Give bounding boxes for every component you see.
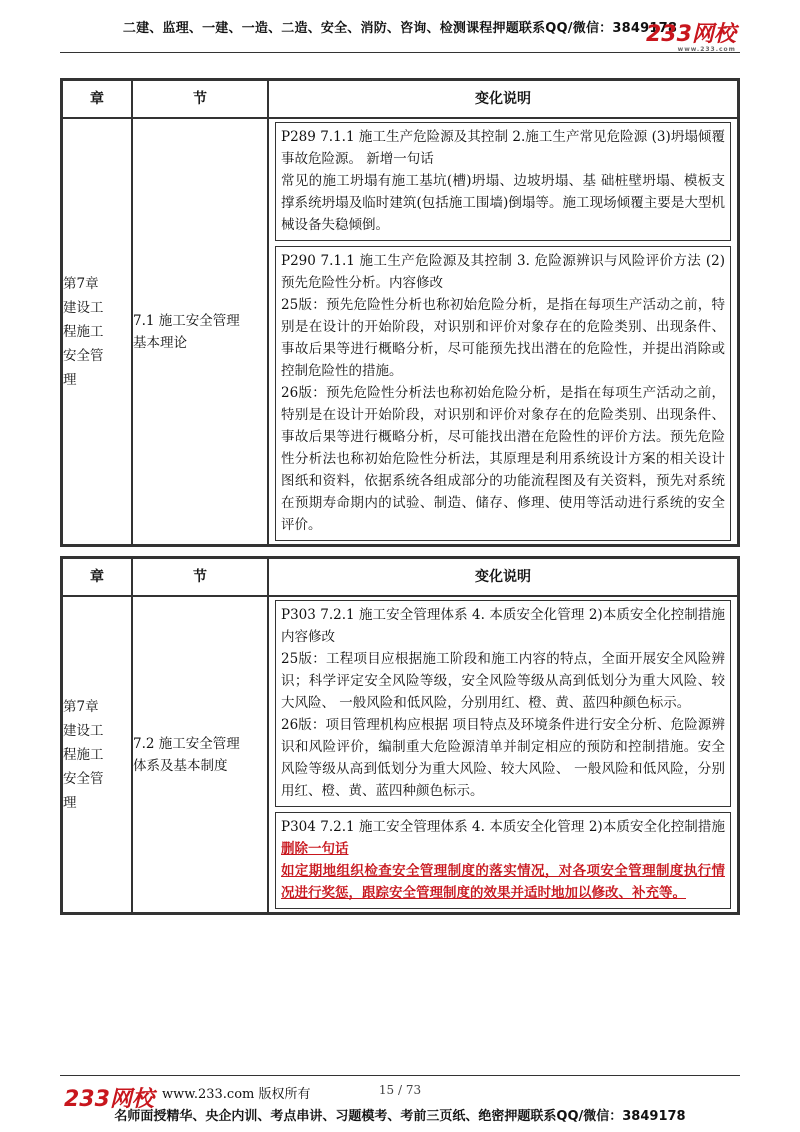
header-section: 节 bbox=[132, 80, 268, 118]
section-line: 7.1 施工安全管理 bbox=[133, 312, 240, 329]
change-text bbox=[281, 816, 725, 860]
chapter-line: 理 bbox=[63, 371, 77, 388]
change-box bbox=[275, 122, 731, 241]
change-table-1 bbox=[60, 78, 740, 547]
deleted-sentence: 如定期地组织检查安全管理制度的落实情况，对各项安全管理制度执行情况进行奖惩，跟踪安全管理制度的效果并适时地加以修改、补充等。 bbox=[281, 863, 725, 901]
footer-logo[interactable]: 233网校 bbox=[64, 1087, 154, 1112]
table-header-row bbox=[62, 80, 738, 118]
page-number: 15 / 73 bbox=[378, 1083, 422, 1097]
header-rule bbox=[60, 52, 740, 53]
chapter-line: 程施工 bbox=[63, 323, 104, 340]
change-text: 26版：预先危险性分析法也称初始危险分析，是指在每项生产活动之前，特别是在设计开始阶段，对识别和评价对象存在的危险类别、出现条件、事故后果等进行概略分析，尽可能找出潜在危险性的评价方法。预先危险性分析法也称初始危险性分析法，其原理是利用系统设计方案的相关设计图纸和资料，依据系统各组成部分的功能流程图及有关资料，预先对系统在预期寿命期内的试验、制造、储存、修理、使用等活动进行系统的安全评价。 bbox=[281, 385, 725, 533]
header-chapter: 章 bbox=[62, 80, 132, 118]
footer-rule bbox=[60, 1075, 740, 1076]
change-box bbox=[275, 812, 731, 909]
chapter-line: 理 bbox=[63, 794, 77, 811]
change-intro: P304 7.2.1 施工安全管理体系 4. 本质安全化管理 2)本质安全化控制措施 bbox=[281, 819, 725, 835]
header-logo-text: 233网校 bbox=[646, 22, 736, 47]
chapter-cell bbox=[62, 596, 132, 913]
change-table-2 bbox=[60, 556, 740, 915]
section-cell bbox=[132, 596, 268, 913]
section-line: 体系及基本制度 bbox=[133, 757, 228, 774]
change-text: 26版：项目管理机构应根据 项目特点及环境条件进行安全分析、危险源辨识和风险评价，编制重大危险源清单并制定相应的预防和控制措施。安全风险等级从高到低划分为重大风险、较大风险、 一般风险和低风险，分别用红、橙、黄、蓝四种颜色标示。 bbox=[281, 717, 725, 799]
header-logo-sub: www.233.com bbox=[677, 46, 736, 53]
change-text: P303 7.2.1 施工安全管理体系 4. 本质安全化管理 2)本质安全化控制措施 内容修改 bbox=[281, 607, 725, 645]
page-header-text: 二建、监理、一建、一造、二造、安全、消防、咨询、检测课程押题联系QQ/微信：3849178 bbox=[122, 21, 678, 36]
footer-text: 名师面授精华、央企内训、考点串讲、习题模考、考前三页纸、绝密押题联系QQ/微信：3849178 bbox=[114, 1109, 686, 1124]
chapter-cell bbox=[62, 118, 132, 545]
change-box bbox=[275, 246, 731, 541]
change-text: 常见的施工坍塌有施工基坑(槽)坍塌、边坡坍塌、基 础桩壁坍塌、模板支撑系统坍塌及临时建筑(包括施工围墙)倒塌等。施工现场倾覆主要是大型机械设备失稳倾倒。 bbox=[281, 173, 725, 233]
change-text: P289 7.1.1 施工生产危险源及其控制 2.施工生产常见危险源 (3)坍塌倾覆事故危险源。 新增一句话 bbox=[281, 129, 725, 167]
table-header-row bbox=[62, 558, 738, 596]
header-changes: 变化说明 bbox=[268, 80, 738, 118]
change-text: P290 7.1.1 施工生产危险源及其控制 3. 危险源辨识与风险评价方法 (2)预先危险性分析。内容修改 bbox=[281, 253, 725, 291]
changes-cell bbox=[268, 118, 738, 545]
section-line: 7.2 施工安全管理 bbox=[133, 735, 240, 752]
chapter-line: 第7章 bbox=[63, 698, 99, 715]
table-row bbox=[62, 596, 738, 913]
changes-cell bbox=[268, 596, 738, 913]
chapter-line: 建设工 bbox=[63, 722, 104, 739]
header-changes: 变化说明 bbox=[268, 558, 738, 596]
chapter-line: 程施工 bbox=[63, 746, 104, 763]
deletion-tag: 删除一句话 bbox=[281, 841, 349, 857]
header-logo[interactable] bbox=[646, 17, 736, 53]
chapter-line: 建设工 bbox=[63, 299, 104, 316]
change-box bbox=[275, 600, 731, 807]
section-cell bbox=[132, 118, 268, 545]
chapter-line: 安全管 bbox=[63, 347, 104, 364]
chapter-line: 安全管 bbox=[63, 770, 104, 787]
footer-site: www.233.com 版权所有 bbox=[162, 1087, 311, 1102]
change-text: 25版：预先危险性分析也称初始危险分析，是指在每项生产活动之前，特别是在设计的开始阶段，对识别和评价对象存在的危险类别、出现条件、事故后果等进行概略分析，尽可能预先找出潜在的危险性，并提出消除或控制危险性的措施。 bbox=[281, 297, 725, 379]
header-chapter: 章 bbox=[62, 558, 132, 596]
chapter-line: 第7章 bbox=[63, 275, 99, 292]
header-section: 节 bbox=[132, 558, 268, 596]
table-row bbox=[62, 118, 738, 545]
section-line: 基本理论 bbox=[133, 334, 187, 351]
change-text: 25版：工程项目应根据施工阶段和施工内容的特点，全面开展安全风险辨识；科学评定安全风险等级，安全风险等级从高到低划分为重大风险、较大风险、 一般风险和低风险，分别用红、橙、黄、蓝四种颜色标示。 bbox=[281, 651, 725, 711]
